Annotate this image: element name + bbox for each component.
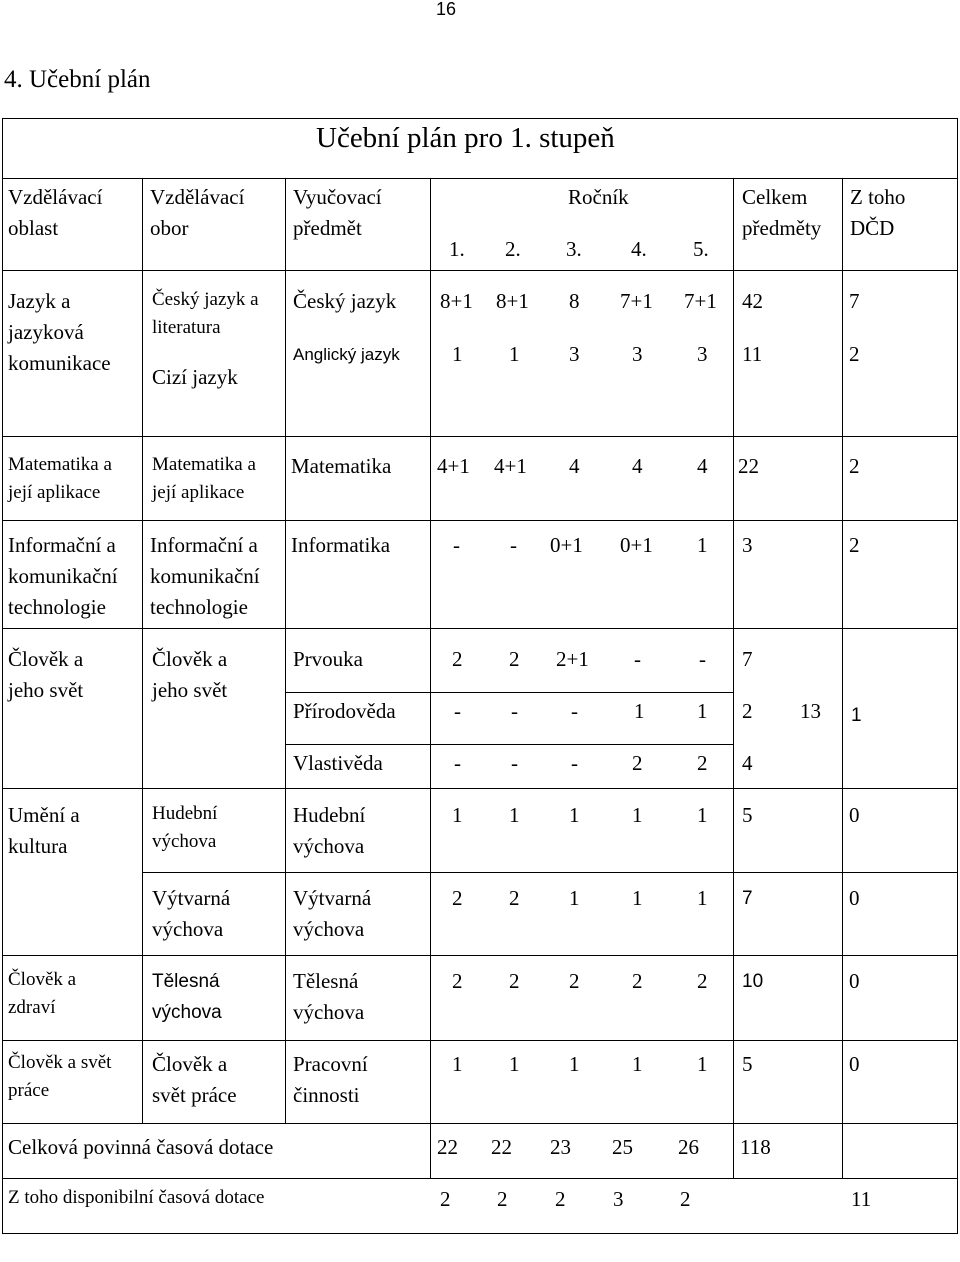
field-hudebni: Hudební výchova (152, 803, 218, 852)
grid-line (2, 1040, 958, 1041)
value-cell: 11 (851, 1187, 872, 1211)
field-ikt: Informační a komunikační technologie (150, 533, 260, 619)
year-1: 1. (449, 237, 465, 261)
value-cell: 8 (569, 289, 580, 313)
value-cell: 5 (742, 1052, 753, 1076)
subject-hudebni: Hudební výchova (293, 803, 366, 858)
header-year: Ročník (568, 185, 629, 209)
value-cell: 22 (437, 1135, 458, 1159)
value-cell: 1 (697, 1052, 708, 1076)
value-cell: 10 (742, 971, 764, 992)
grid-line (430, 178, 431, 1178)
value-cell: 2 (497, 1187, 508, 1211)
value-cell: 1 (632, 886, 643, 910)
value-cell: 2 (440, 1187, 451, 1211)
value-cell: 4 (632, 454, 643, 478)
grid-line (2, 1178, 958, 1179)
subject-telesna: Tělesná výchova (293, 969, 365, 1024)
value-cell: 2 (742, 699, 753, 723)
value-cell: - (511, 751, 518, 775)
grid-line (842, 178, 843, 1178)
value-cell: 2 (509, 969, 520, 993)
value-cell: - (454, 751, 461, 775)
value-cell: 0+1 (620, 533, 653, 557)
year-2: 2. (505, 237, 521, 261)
page-number: 16 (436, 0, 457, 19)
field-matematika: Matematika a její aplikace (152, 454, 256, 503)
chapter-heading: 4. Učební plán (4, 66, 151, 93)
field-cesky-jazyk: Český jazyk a literatura (152, 289, 259, 338)
value-cell: 2 (849, 533, 860, 557)
value-cell: 2 (555, 1187, 566, 1211)
value-cell: 2 (509, 886, 520, 910)
grid-line (2, 178, 958, 179)
value-cell: 2 (569, 969, 580, 993)
value-cell: 25 (612, 1135, 633, 1159)
value-cell: 2+1 (556, 647, 589, 671)
value-cell: 3 (742, 533, 753, 557)
value-cell: - (699, 647, 706, 671)
value-cell: 2 (680, 1187, 691, 1211)
value-cell: 2 (849, 454, 860, 478)
value-cell: 0 (849, 886, 860, 910)
value-cell: 1 (632, 1052, 643, 1076)
header-total: Celkem předměty (742, 185, 822, 240)
value-cell: 3 (697, 342, 708, 366)
value-cell: 7+1 (684, 289, 717, 313)
value-cell: 3 (569, 342, 580, 366)
year-5: 5. (693, 237, 709, 261)
area-jazyk: Jazyk a jazyková komunikace (8, 289, 111, 375)
value-cell: 118 (740, 1135, 771, 1159)
value-cell: 7 (742, 888, 753, 909)
area-prace: Člověk a svět práce (8, 1052, 112, 1101)
value-cell: - (634, 647, 641, 671)
value-cell: 1 (634, 699, 645, 723)
subject-informatika: Informatika (291, 533, 391, 557)
value-cell: 1 (452, 1052, 463, 1076)
value-cell: 1 (569, 803, 580, 827)
grid-line (142, 872, 958, 873)
value-cell: 2 (697, 969, 708, 993)
year-4: 4. (631, 237, 647, 261)
value-cell: 4 (569, 454, 580, 478)
grid-line (733, 178, 734, 1178)
value-cell: 4+1 (437, 454, 470, 478)
value-cell: 3 (613, 1187, 624, 1211)
value-cell: 7 (742, 647, 753, 671)
total-available-label: Z toho disponibilní časová dotace (8, 1187, 265, 1208)
value-cell: 11 (742, 342, 763, 366)
value-cell: 42 (742, 289, 763, 313)
value-cell: 2 (697, 751, 708, 775)
field-cizi-jazyk: Cizí jazyk (152, 365, 238, 389)
group-total-clovek-svet: 13 (800, 699, 821, 723)
grid-line (2, 270, 958, 271)
subject-vytvarna: Výtvarná výchova (293, 886, 372, 941)
value-cell: 1 (509, 803, 520, 827)
value-cell: 1 (452, 342, 463, 366)
area-clovek-svet: Člověk a jeho svět (8, 647, 84, 702)
grid-line (2, 520, 958, 521)
year-3: 3. (566, 237, 582, 261)
area-zdravi: Člověk a zdraví (8, 969, 77, 1018)
value-cell: 4+1 (494, 454, 527, 478)
field-clovek-svet: Člověk a jeho svět (152, 647, 228, 702)
area-ikt: Informační a komunikační technologie (8, 533, 118, 619)
grid-line (2, 1123, 958, 1124)
value-cell: 2 (452, 647, 463, 671)
value-cell: - (453, 533, 460, 557)
header-dcd: Z toho DČD (850, 185, 906, 240)
value-cell: - (511, 699, 518, 723)
dcd-clovek-svet: 1 (851, 705, 862, 726)
subject-matematika: Matematika (291, 454, 392, 478)
value-cell: 23 (550, 1135, 571, 1159)
header-area: Vzdělávací oblast (8, 185, 103, 240)
value-cell: - (571, 751, 578, 775)
value-cell: 7 (849, 289, 860, 313)
value-cell: 1 (569, 1052, 580, 1076)
area-matematika: Matematika a její aplikace (8, 454, 112, 503)
grid-line (142, 178, 143, 1123)
value-cell: 1 (569, 886, 580, 910)
value-cell: 1 (697, 533, 708, 557)
value-cell: 2 (509, 647, 520, 671)
subject-cesky-jazyk: Český jazyk (293, 289, 397, 313)
subject-vlastiveda: Vlastivěda (293, 751, 383, 775)
value-cell: 2 (632, 751, 643, 775)
subject-anglicky-jazyk: Anglický jazyk (293, 345, 400, 364)
field-prace: Člověk a svět práce (152, 1052, 237, 1107)
grid-line (285, 744, 733, 745)
value-cell: 1 (509, 342, 520, 366)
value-cell: 1 (697, 803, 708, 827)
subject-prirodoveda: Přírodověda (293, 699, 396, 723)
value-cell: 0 (849, 803, 860, 827)
value-cell: 2 (632, 969, 643, 993)
grid-line (285, 178, 286, 1123)
table-frame (2, 118, 958, 1234)
value-cell: - (571, 699, 578, 723)
area-umeni: Umění a kultura (8, 803, 80, 858)
value-cell: 1 (697, 886, 708, 910)
value-cell: 0+1 (550, 533, 583, 557)
grid-line (2, 955, 958, 956)
field-vytvarna: Výtvarná výchova (152, 886, 231, 941)
value-cell: 1 (697, 699, 708, 723)
field-telesna: Tělesná výchova (152, 971, 222, 1023)
value-cell: 1 (509, 1052, 520, 1076)
total-mandatory-label: Celková povinná časová dotace (8, 1135, 274, 1159)
value-cell: - (510, 533, 517, 557)
value-cell: 26 (678, 1135, 699, 1159)
grid-line (2, 788, 958, 789)
header-subject: Vyučovací předmět (293, 185, 382, 240)
value-cell: 2 (452, 886, 463, 910)
value-cell: 1 (632, 803, 643, 827)
value-cell: 0 (849, 1052, 860, 1076)
value-cell: 1 (452, 803, 463, 827)
value-cell: 7+1 (620, 289, 653, 313)
subject-prvouka: Prvouka (293, 647, 363, 671)
value-cell: 4 (697, 454, 708, 478)
value-cell: 2 (452, 969, 463, 993)
grid-line (2, 628, 958, 629)
subject-pracovni: Pracovní činnosti (293, 1052, 368, 1107)
value-cell: 3 (632, 342, 643, 366)
value-cell: 22 (738, 454, 759, 478)
header-field: Vzdělávací obor (150, 185, 245, 240)
value-cell: 8+1 (496, 289, 529, 313)
value-cell: 5 (742, 803, 753, 827)
value-cell: 22 (491, 1135, 512, 1159)
grid-line (285, 692, 733, 693)
grid-line (2, 436, 958, 437)
value-cell: 0 (849, 969, 860, 993)
value-cell: 8+1 (440, 289, 473, 313)
value-cell: 2 (849, 342, 860, 366)
value-cell: 4 (742, 751, 753, 775)
value-cell: - (454, 699, 461, 723)
table-title: Učební plán pro 1. stupeň (316, 122, 615, 154)
